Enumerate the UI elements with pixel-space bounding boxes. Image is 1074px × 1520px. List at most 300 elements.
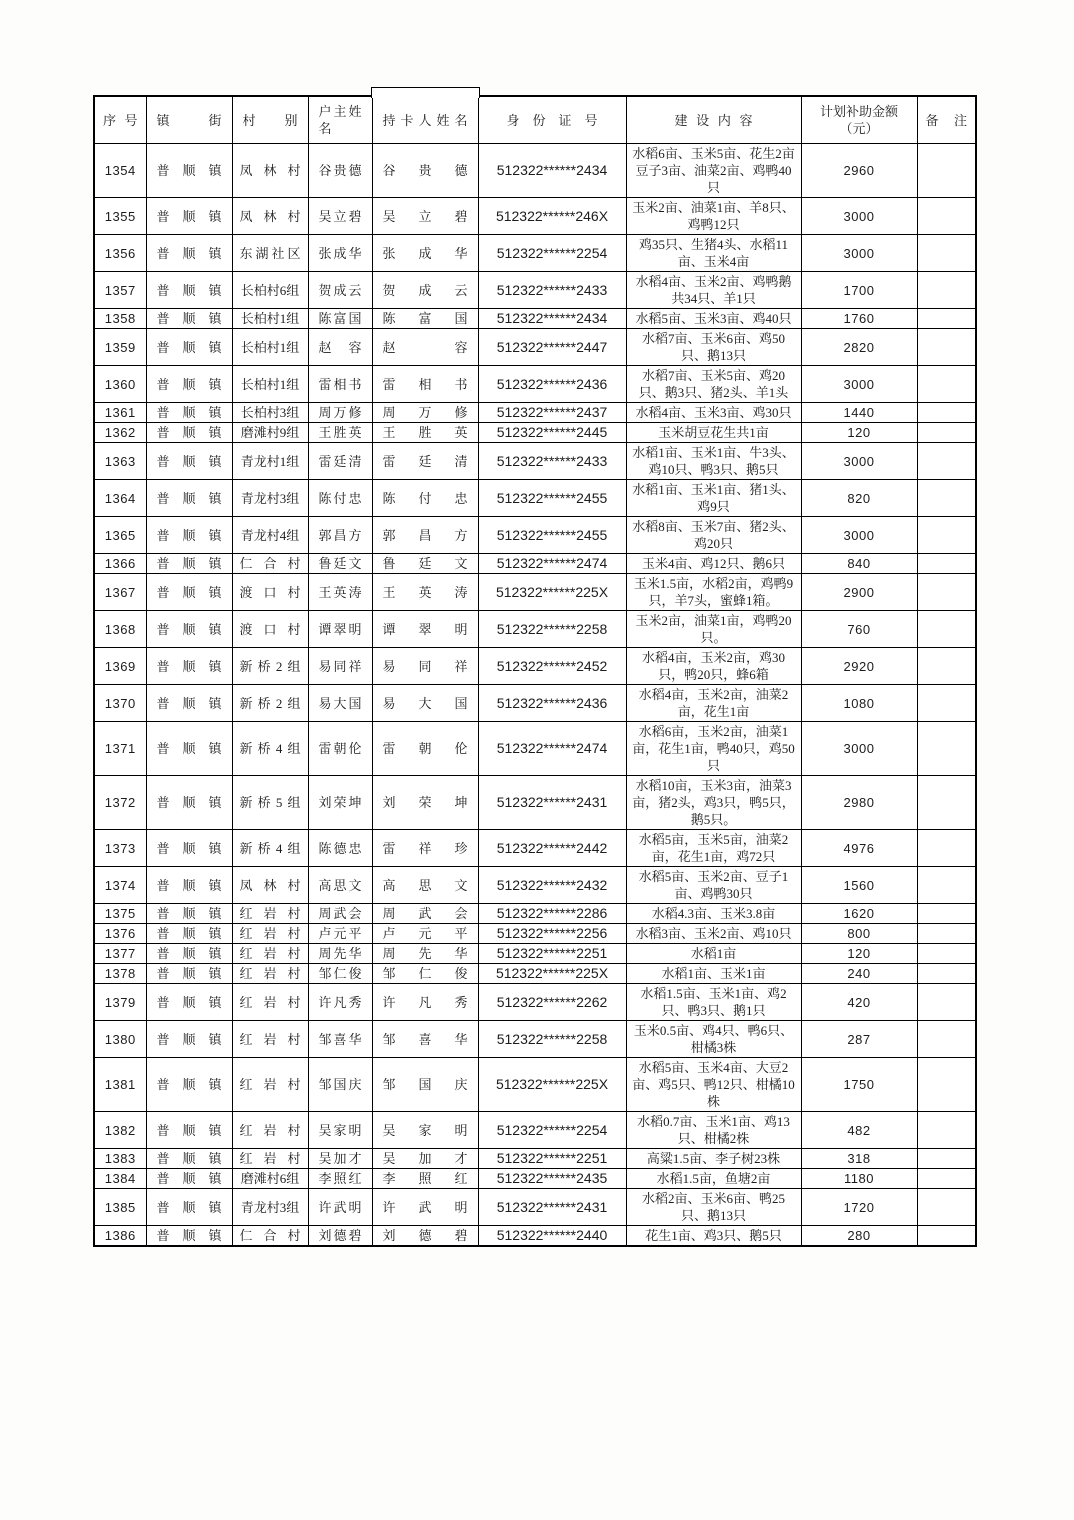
cell-cardholder: 邹仁俊 xyxy=(372,964,478,984)
table-row xyxy=(94,964,976,984)
cell-householder: 王英涛 xyxy=(308,574,372,611)
cell-amount: 1760 xyxy=(801,309,917,329)
cell-householder: 吴家明 xyxy=(308,1112,372,1149)
cell-remark xyxy=(917,198,976,235)
cell-householder: 贺成云 xyxy=(308,272,372,309)
table-row xyxy=(94,776,976,830)
cell-id-number: 512322******2440 xyxy=(478,1226,626,1247)
cell-householder: 刘荣坤 xyxy=(308,776,372,830)
col-header-content: 建设内容 xyxy=(626,96,801,144)
cell-amount: 3000 xyxy=(801,443,917,480)
cell-remark xyxy=(917,1169,976,1189)
cell-content: 水稻6亩、玉米5亩、花生2亩豆子3亩、油菜2亩、鸡鸭40只 xyxy=(626,144,801,198)
cell-id-number: 512322******246X xyxy=(478,198,626,235)
cell-seq: 1382 xyxy=(94,1112,146,1149)
cell-remark xyxy=(917,1021,976,1058)
cell-village: 新桥4组 xyxy=(232,722,308,776)
cell-householder: 周先华 xyxy=(308,944,372,964)
cell-householder: 易大国 xyxy=(308,685,372,722)
cell-amount: 800 xyxy=(801,924,917,944)
table-row xyxy=(94,648,976,685)
cell-householder: 鲁廷文 xyxy=(308,554,372,574)
table-row xyxy=(94,984,976,1021)
cell-content: 水稻7亩、玉米5亩、鸡20只、鹅3只、猪2头、羊1头 xyxy=(626,366,801,403)
table-row xyxy=(94,1169,976,1189)
cell-village: 红岩村 xyxy=(232,904,308,924)
cell-cardholder: 卢元平 xyxy=(372,924,478,944)
cell-id-number: 512322******2442 xyxy=(478,830,626,867)
cell-content: 水稻10亩，玉米3亩，油菜3亩，猪2头，鸡3只，鸭5只，鹅5只。 xyxy=(626,776,801,830)
cell-seq: 1356 xyxy=(94,235,146,272)
cell-village: 红岩村 xyxy=(232,1149,308,1169)
cell-town: 普顺镇 xyxy=(146,423,232,443)
cell-village: 红岩村 xyxy=(232,944,308,964)
cell-content: 水稻5亩，玉米5亩，油菜2亩，花生1亩，鸡72只 xyxy=(626,830,801,867)
cell-seq: 1367 xyxy=(94,574,146,611)
cell-remark xyxy=(917,904,976,924)
cell-cardholder: 谷贵德 xyxy=(372,144,478,198)
cell-householder: 雷廷清 xyxy=(308,443,372,480)
table-row xyxy=(94,924,976,944)
cell-remark xyxy=(917,480,976,517)
cell-householder: 周万修 xyxy=(308,403,372,423)
cell-village: 新桥2组 xyxy=(232,685,308,722)
cell-householder: 陈付忠 xyxy=(308,480,372,517)
cell-seq: 1355 xyxy=(94,198,146,235)
cell-town: 普顺镇 xyxy=(146,1226,232,1247)
cell-cardholder: 许武明 xyxy=(372,1189,478,1226)
cell-amount: 2960 xyxy=(801,144,917,198)
cell-content: 水稻1亩、玉米1亩、猪1头、鸡9只 xyxy=(626,480,801,517)
cell-village: 渡口村 xyxy=(232,611,308,648)
cell-town: 普顺镇 xyxy=(146,1169,232,1189)
cell-seq: 1368 xyxy=(94,611,146,648)
cell-id-number: 512322******2251 xyxy=(478,944,626,964)
cell-village: 新桥4组 xyxy=(232,830,308,867)
cell-householder: 邹喜华 xyxy=(308,1021,372,1058)
cell-content: 水稻2亩、玉米6亩、鸭25只、鹅13只 xyxy=(626,1189,801,1226)
table-row xyxy=(94,1189,976,1226)
table-row xyxy=(94,144,976,198)
cell-seq: 1363 xyxy=(94,443,146,480)
cell-cardholder: 刘荣坤 xyxy=(372,776,478,830)
cell-content: 水稻1.5亩，鱼塘2亩 xyxy=(626,1169,801,1189)
cell-remark xyxy=(917,554,976,574)
cell-content: 水稻7亩、玉米6亩、鸡50只、鹅13只 xyxy=(626,329,801,366)
cell-content: 花生1亩、鸡3只、鹅5只 xyxy=(626,1226,801,1247)
cell-householder: 雷朝伦 xyxy=(308,722,372,776)
cell-cardholder: 周先华 xyxy=(372,944,478,964)
cell-content: 水稻6亩，玉米2亩，油菜1亩，花生1亩，鸭40只，鸡50只 xyxy=(626,722,801,776)
cell-seq: 1384 xyxy=(94,1169,146,1189)
cell-content: 水稻5亩、玉米4亩、大豆2亩、鸡5只、鸭12只、柑橘10株 xyxy=(626,1058,801,1112)
cell-amount: 4976 xyxy=(801,830,917,867)
cell-amount: 420 xyxy=(801,984,917,1021)
cell-amount: 1440 xyxy=(801,403,917,423)
table-row xyxy=(94,198,976,235)
cell-content: 水稻1亩、玉米1亩、牛3头、鸡10只、鸭3只、鹅5只 xyxy=(626,443,801,480)
cell-cardholder: 吴加才 xyxy=(372,1149,478,1169)
col-header-remark: 备注 xyxy=(917,96,976,144)
cell-cardholder: 谭翠明 xyxy=(372,611,478,648)
cell-cardholder: 高思文 xyxy=(372,867,478,904)
cell-amount: 3000 xyxy=(801,366,917,403)
cell-remark xyxy=(917,722,976,776)
cell-seq: 1381 xyxy=(94,1058,146,1112)
cell-seq: 1362 xyxy=(94,423,146,443)
cell-town: 普顺镇 xyxy=(146,648,232,685)
cell-id-number: 512322******225X xyxy=(478,964,626,984)
cell-remark xyxy=(917,366,976,403)
table-row xyxy=(94,480,976,517)
cell-remark xyxy=(917,648,976,685)
cell-remark xyxy=(917,144,976,198)
cell-seq: 1378 xyxy=(94,964,146,984)
cell-village: 红岩村 xyxy=(232,1112,308,1149)
cell-amount: 840 xyxy=(801,554,917,574)
cell-cardholder: 许凡秀 xyxy=(372,984,478,1021)
cell-id-number: 512322******2436 xyxy=(478,366,626,403)
cell-householder: 许武明 xyxy=(308,1189,372,1226)
cell-town: 普顺镇 xyxy=(146,944,232,964)
table-row xyxy=(94,1149,976,1169)
cell-amount: 2820 xyxy=(801,329,917,366)
cell-seq: 1364 xyxy=(94,480,146,517)
cell-amount: 1560 xyxy=(801,867,917,904)
cell-amount: 760 xyxy=(801,611,917,648)
table-row xyxy=(94,611,976,648)
cell-seq: 1386 xyxy=(94,1226,146,1247)
cell-cardholder: 赵容 xyxy=(372,329,478,366)
cell-remark xyxy=(917,309,976,329)
cell-seq: 1373 xyxy=(94,830,146,867)
cell-remark xyxy=(917,964,976,984)
cell-town: 普顺镇 xyxy=(146,1149,232,1169)
cell-id-number: 512322******2435 xyxy=(478,1169,626,1189)
cell-seq: 1380 xyxy=(94,1021,146,1058)
cell-town: 普顺镇 xyxy=(146,984,232,1021)
cell-amount: 1700 xyxy=(801,272,917,309)
cell-householder: 易同祥 xyxy=(308,648,372,685)
cell-id-number: 512322******2431 xyxy=(478,1189,626,1226)
cell-content: 水稻1.5亩、玉米1亩、鸡2只、鸭3只、鹅1只 xyxy=(626,984,801,1021)
cell-cardholder: 邹国庆 xyxy=(372,1058,478,1112)
cell-remark xyxy=(917,685,976,722)
cell-cardholder: 郭昌方 xyxy=(372,517,478,554)
cell-householder: 李照红 xyxy=(308,1169,372,1189)
cell-householder: 谷贵德 xyxy=(308,144,372,198)
cell-seq: 1360 xyxy=(94,366,146,403)
cell-id-number: 512322******2436 xyxy=(478,685,626,722)
cell-village: 凤林村 xyxy=(232,867,308,904)
cell-village: 长柏村1组 xyxy=(232,329,308,366)
cell-id-number: 512322******2433 xyxy=(478,443,626,480)
cell-village: 红岩村 xyxy=(232,964,308,984)
cell-amount: 3000 xyxy=(801,722,917,776)
cell-village: 青龙村3组 xyxy=(232,1189,308,1226)
col-header-cardholder: 持卡人姓名 xyxy=(372,96,478,144)
cell-householder: 雷相书 xyxy=(308,366,372,403)
cell-remark xyxy=(917,984,976,1021)
table-row xyxy=(94,423,976,443)
cell-town: 普顺镇 xyxy=(146,480,232,517)
cell-amount: 482 xyxy=(801,1112,917,1149)
cell-seq: 1379 xyxy=(94,984,146,1021)
cell-householder: 郭昌方 xyxy=(308,517,372,554)
cell-content: 水稻4亩、玉米3亩、鸡30只 xyxy=(626,403,801,423)
cell-householder: 刘德碧 xyxy=(308,1226,372,1247)
cell-town: 普顺镇 xyxy=(146,964,232,984)
cell-cardholder: 鲁廷文 xyxy=(372,554,478,574)
cell-remark xyxy=(917,1112,976,1149)
cell-remark xyxy=(917,944,976,964)
cell-town: 普顺镇 xyxy=(146,904,232,924)
cell-seq: 1361 xyxy=(94,403,146,423)
table-row xyxy=(94,830,976,867)
cell-content: 水稻8亩、玉米7亩、猪2头、鸡20只 xyxy=(626,517,801,554)
cell-amount: 820 xyxy=(801,480,917,517)
cell-town: 普顺镇 xyxy=(146,685,232,722)
cell-householder: 陈德忠 xyxy=(308,830,372,867)
cell-village: 凤林村 xyxy=(232,144,308,198)
table-row xyxy=(94,366,976,403)
table-row xyxy=(94,1226,976,1247)
cell-village: 红岩村 xyxy=(232,984,308,1021)
col-header-amount xyxy=(801,96,917,144)
cell-id-number: 512322******2254 xyxy=(478,1112,626,1149)
cell-id-number: 512322******2434 xyxy=(478,144,626,198)
cell-town: 普顺镇 xyxy=(146,366,232,403)
cell-cardholder: 周武会 xyxy=(372,904,478,924)
cell-town: 普顺镇 xyxy=(146,1189,232,1226)
cell-content: 水稻1亩、玉米1亩 xyxy=(626,964,801,984)
cell-village: 青龙村1组 xyxy=(232,443,308,480)
cell-seq: 1385 xyxy=(94,1189,146,1226)
cell-village: 仁合村 xyxy=(232,1226,308,1247)
amount-header-unit: （元） xyxy=(839,121,879,136)
cell-town: 普顺镇 xyxy=(146,554,232,574)
cell-remark xyxy=(917,443,976,480)
table-row xyxy=(94,403,976,423)
cell-id-number: 512322******2256 xyxy=(478,924,626,944)
cell-seq: 1365 xyxy=(94,517,146,554)
cell-remark xyxy=(917,830,976,867)
cell-id-number: 512322******2258 xyxy=(478,1021,626,1058)
cell-remark xyxy=(917,1226,976,1247)
cell-remark xyxy=(917,776,976,830)
cell-town: 普顺镇 xyxy=(146,867,232,904)
cell-householder: 邹国庆 xyxy=(308,1058,372,1112)
cell-cardholder: 王胜英 xyxy=(372,423,478,443)
col-header-town: 镇街 xyxy=(146,96,232,144)
cell-content: 玉米4亩、鸡12只、鹅6只 xyxy=(626,554,801,574)
cell-amount: 240 xyxy=(801,964,917,984)
cell-village: 长柏村1组 xyxy=(232,309,308,329)
cell-town: 普顺镇 xyxy=(146,574,232,611)
col-header-id-number: 身份证号 xyxy=(478,96,626,144)
cell-id-number: 512322******2452 xyxy=(478,648,626,685)
cell-id-number: 512322******2437 xyxy=(478,403,626,423)
cell-content: 玉米2亩，油菜1亩，鸡鸭20只。 xyxy=(626,611,801,648)
cell-amount: 2920 xyxy=(801,648,917,685)
cell-cardholder: 雷廷清 xyxy=(372,443,478,480)
subsidy-table xyxy=(93,95,977,1247)
cell-cardholder: 王英涛 xyxy=(372,574,478,611)
table-body xyxy=(94,144,976,1247)
cell-seq: 1377 xyxy=(94,944,146,964)
cell-amount: 3000 xyxy=(801,517,917,554)
table-row xyxy=(94,904,976,924)
cell-householder: 吴立碧 xyxy=(308,198,372,235)
table-row xyxy=(94,443,976,480)
cell-town: 普顺镇 xyxy=(146,309,232,329)
table-row xyxy=(94,574,976,611)
cell-cardholder: 刘德碧 xyxy=(372,1226,478,1247)
cell-cardholder: 李照红 xyxy=(372,1169,478,1189)
table-row xyxy=(94,1058,976,1112)
cell-cardholder: 吴立碧 xyxy=(372,198,478,235)
cell-id-number: 512322******2262 xyxy=(478,984,626,1021)
cell-content: 玉米1.5亩，水稻2亩，鸡鸭9只，羊7头，蜜蜂1箱。 xyxy=(626,574,801,611)
cell-cardholder: 吴家明 xyxy=(372,1112,478,1149)
cell-amount: 1080 xyxy=(801,685,917,722)
cell-amount: 1720 xyxy=(801,1189,917,1226)
cell-cardholder: 雷相书 xyxy=(372,366,478,403)
cell-amount: 1750 xyxy=(801,1058,917,1112)
cell-amount: 3000 xyxy=(801,198,917,235)
cell-content: 水稻3亩、玉米2亩、鸡10只 xyxy=(626,924,801,944)
cell-seq: 1372 xyxy=(94,776,146,830)
cell-village: 磨滩村6组 xyxy=(232,1169,308,1189)
cell-seq: 1359 xyxy=(94,329,146,366)
cell-remark xyxy=(917,272,976,309)
cell-seq: 1357 xyxy=(94,272,146,309)
cell-remark xyxy=(917,867,976,904)
cell-id-number: 512322******2445 xyxy=(478,423,626,443)
cell-content: 水稻0.7亩、玉米1亩、鸡13只、柑橘2株 xyxy=(626,1112,801,1149)
cell-cardholder: 周万修 xyxy=(372,403,478,423)
cell-village: 长柏村3组 xyxy=(232,403,308,423)
cell-town: 普顺镇 xyxy=(146,1058,232,1112)
header-row xyxy=(94,96,976,144)
table-row xyxy=(94,272,976,309)
cell-content: 玉米胡豆花生共1亩 xyxy=(626,423,801,443)
cell-remark xyxy=(917,403,976,423)
cell-village: 磨滩村9组 xyxy=(232,423,308,443)
cell-householder: 邹仁俊 xyxy=(308,964,372,984)
cell-remark xyxy=(917,1058,976,1112)
cell-town: 普顺镇 xyxy=(146,517,232,554)
cell-id-number: 512322******2455 xyxy=(478,517,626,554)
cell-remark xyxy=(917,611,976,648)
col-header-householder: 户主姓名 xyxy=(308,96,372,144)
document-sheet xyxy=(93,95,977,1247)
cell-id-number: 512322******2447 xyxy=(478,329,626,366)
cell-cardholder: 张成华 xyxy=(372,235,478,272)
cell-cardholder: 易同祥 xyxy=(372,648,478,685)
cell-content: 高粱1.5亩、李子树23株 xyxy=(626,1149,801,1169)
cell-seq: 1370 xyxy=(94,685,146,722)
cell-cardholder: 易大国 xyxy=(372,685,478,722)
cell-content: 水稻1亩 xyxy=(626,944,801,964)
cell-id-number: 512322******225X xyxy=(478,574,626,611)
cell-id-number: 512322******2455 xyxy=(478,480,626,517)
cell-village: 青龙村4组 xyxy=(232,517,308,554)
cell-town: 普顺镇 xyxy=(146,722,232,776)
cell-amount: 1180 xyxy=(801,1169,917,1189)
cell-id-number: 512322******2431 xyxy=(478,776,626,830)
cell-content: 玉米0.5亩、鸡4只、鸭6只、柑橘3株 xyxy=(626,1021,801,1058)
cell-town: 普顺镇 xyxy=(146,272,232,309)
cell-content: 水稻5亩、玉米2亩、豆子1亩、鸡鸭30只 xyxy=(626,867,801,904)
cell-remark xyxy=(917,924,976,944)
col-header-village: 村别 xyxy=(232,96,308,144)
cell-cardholder: 陈富国 xyxy=(372,309,478,329)
table-row xyxy=(94,235,976,272)
cell-amount: 2980 xyxy=(801,776,917,830)
cell-remark xyxy=(917,423,976,443)
cell-householder: 陈富国 xyxy=(308,309,372,329)
cell-village: 东湖社区 xyxy=(232,235,308,272)
cell-content: 水稻5亩、玉米3亩、鸡40只 xyxy=(626,309,801,329)
cell-householder: 谭翠明 xyxy=(308,611,372,648)
cell-seq: 1383 xyxy=(94,1149,146,1169)
cell-seq: 1371 xyxy=(94,722,146,776)
cell-content: 水稻4亩、玉米2亩、鸡鸭鹅共34只、羊1只 xyxy=(626,272,801,309)
cell-seq: 1376 xyxy=(94,924,146,944)
cell-householder: 卢元平 xyxy=(308,924,372,944)
cell-remark xyxy=(917,574,976,611)
cell-cardholder: 雷祥珍 xyxy=(372,830,478,867)
cell-content: 鸡35只、生猪4头、水稻11亩、玉米4亩 xyxy=(626,235,801,272)
cell-seq: 1369 xyxy=(94,648,146,685)
cell-town: 普顺镇 xyxy=(146,443,232,480)
cell-amount: 318 xyxy=(801,1149,917,1169)
cell-id-number: 512322******2474 xyxy=(478,554,626,574)
cell-content: 水稻4亩，玉米2亩，油菜2亩，花生1亩 xyxy=(626,685,801,722)
cell-seq: 1354 xyxy=(94,144,146,198)
cell-id-number: 512322******2254 xyxy=(478,235,626,272)
cell-village: 长柏村6组 xyxy=(232,272,308,309)
cell-seq: 1366 xyxy=(94,554,146,574)
cell-householder: 吴加才 xyxy=(308,1149,372,1169)
table-row xyxy=(94,329,976,366)
cell-content: 水稻4.3亩、玉米3.8亩 xyxy=(626,904,801,924)
cell-amount: 2900 xyxy=(801,574,917,611)
cell-id-number: 512322******2251 xyxy=(478,1149,626,1169)
table-header xyxy=(94,96,976,144)
cell-village: 长柏村1组 xyxy=(232,366,308,403)
cell-content: 水稻4亩，玉米2亩，鸡30只，鸭20只，蜂6箱 xyxy=(626,648,801,685)
cell-town: 普顺镇 xyxy=(146,1021,232,1058)
cell-town: 普顺镇 xyxy=(146,235,232,272)
cell-amount: 287 xyxy=(801,1021,917,1058)
cell-amount: 280 xyxy=(801,1226,917,1247)
cell-id-number: 512322******2474 xyxy=(478,722,626,776)
cell-village: 新桥2组 xyxy=(232,648,308,685)
cell-householder: 高思文 xyxy=(308,867,372,904)
cell-amount: 120 xyxy=(801,423,917,443)
cell-householder: 周武会 xyxy=(308,904,372,924)
cell-householder: 赵容 xyxy=(308,329,372,366)
cell-amount: 3000 xyxy=(801,235,917,272)
cell-town: 普顺镇 xyxy=(146,198,232,235)
table-row xyxy=(94,1021,976,1058)
cell-village: 红岩村 xyxy=(232,1058,308,1112)
cell-id-number: 512322******2286 xyxy=(478,904,626,924)
table-row xyxy=(94,867,976,904)
cell-id-number: 512322******2432 xyxy=(478,867,626,904)
